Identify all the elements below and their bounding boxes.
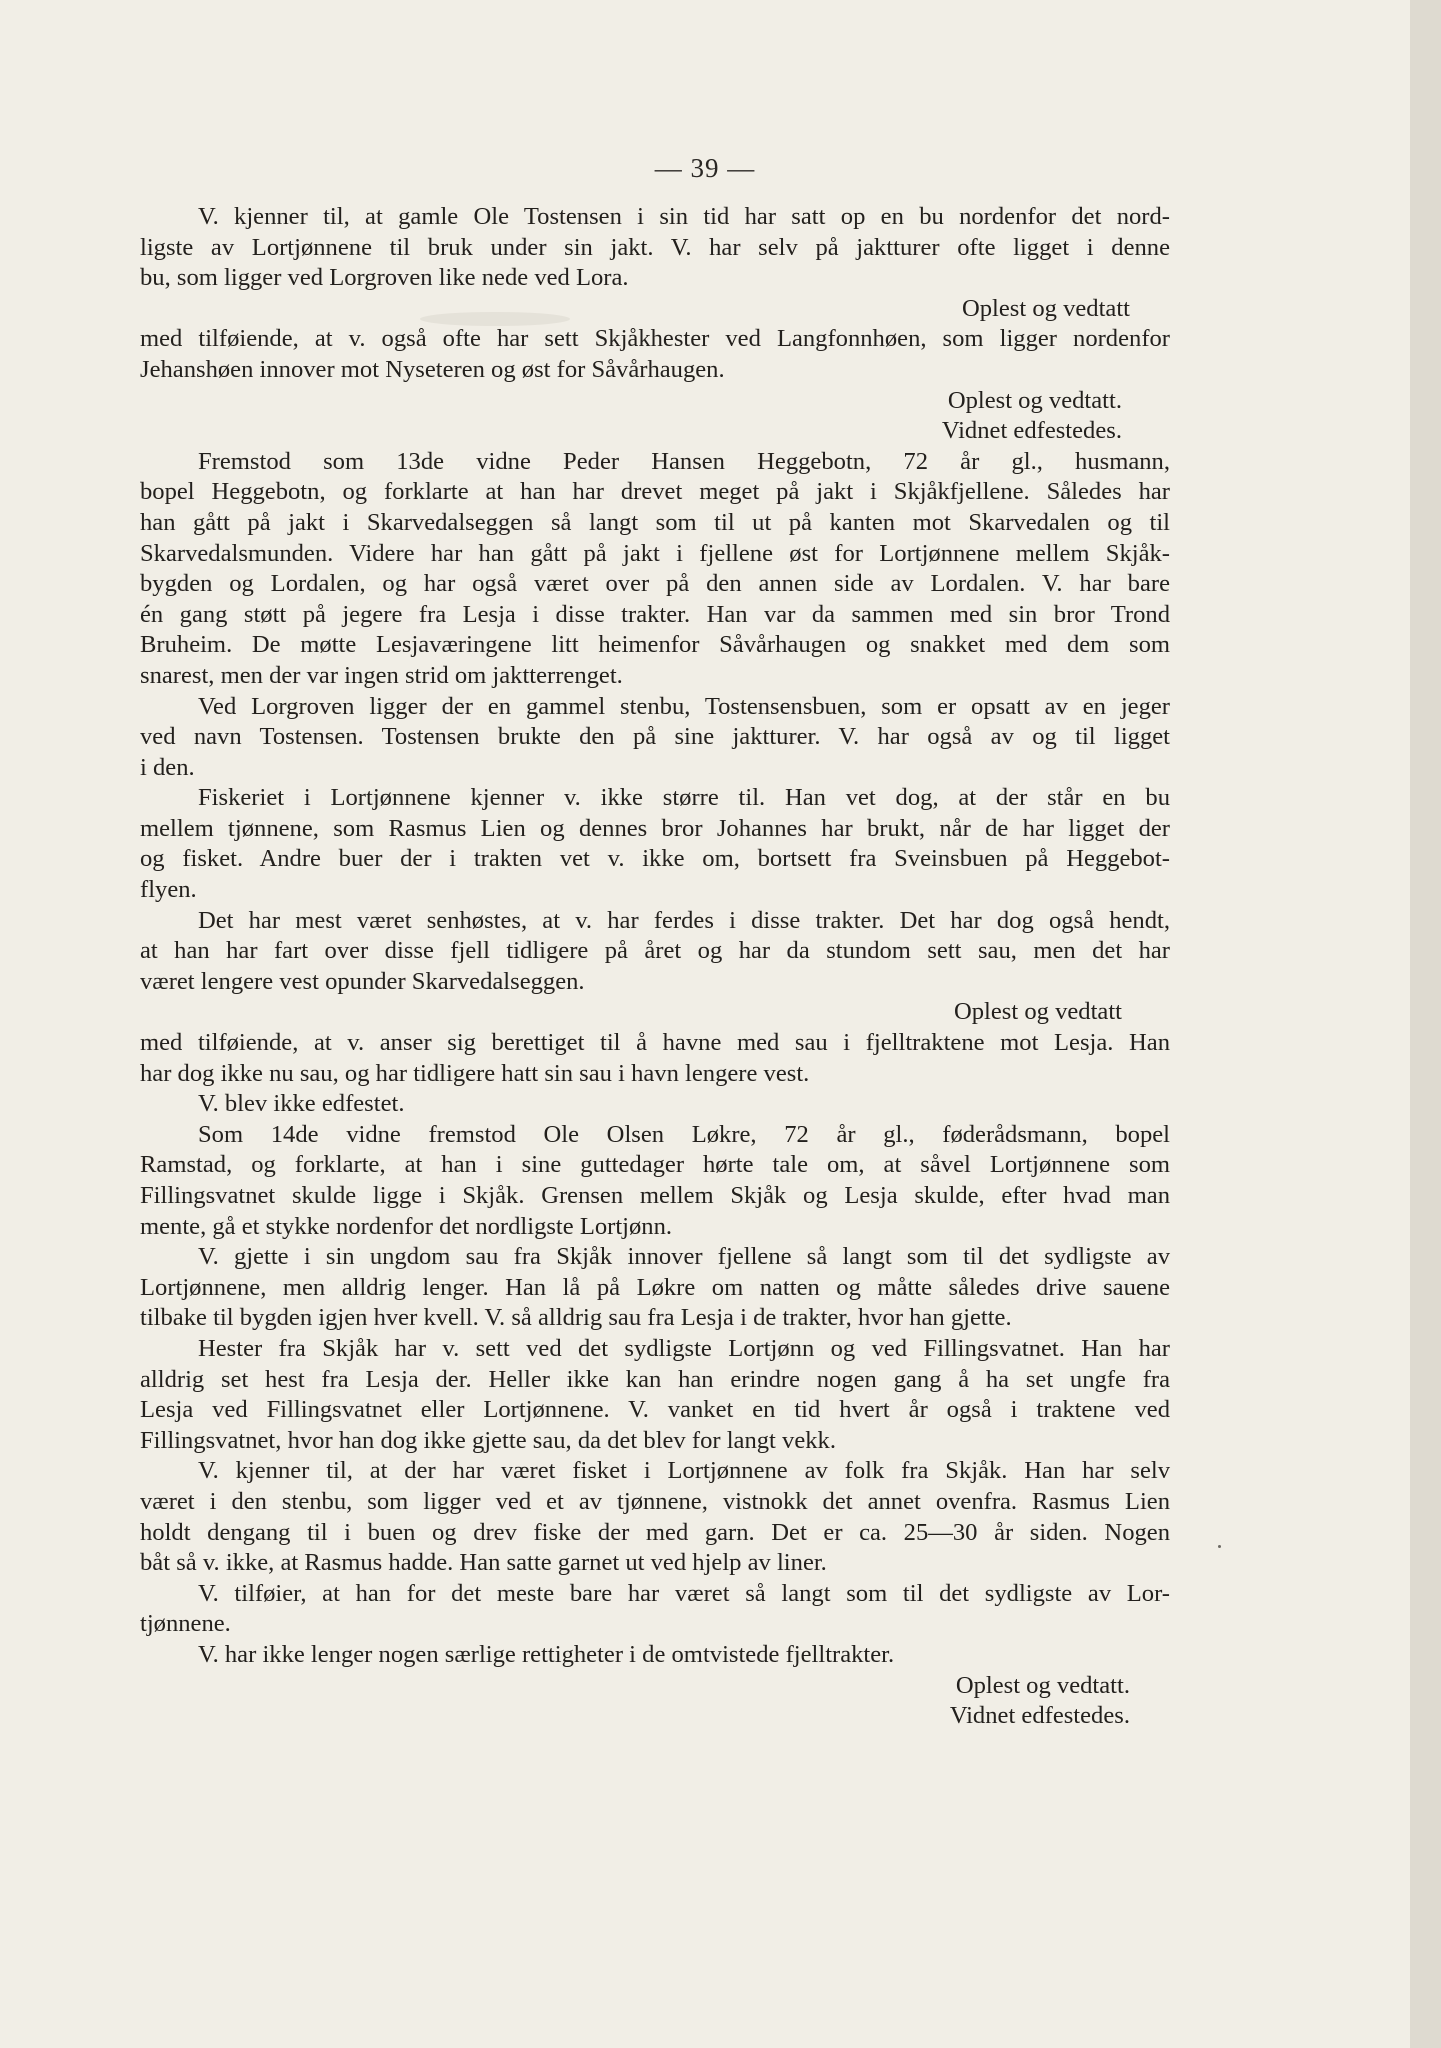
paper-speck <box>1218 1545 1221 1548</box>
text-line: har dog ikke nu sau, og har tidligere hatt sin sau i havn lengere vest. <box>140 1059 810 1087</box>
text-line: båt så v. ikke, at Rasmus hadde. Han satte garnet ut ved hjelp av liner. <box>140 1549 827 1577</box>
document-body <box>140 202 1170 1732</box>
attestation-line: Oplest og vedtatt <box>953 998 1122 1026</box>
text-line: mente, gå et stykke nordenfor det nordligste Lortjønn. <box>140 1212 673 1240</box>
page-number: — 39 — <box>654 153 756 183</box>
text-line: Bruheim. De møtte Lesjaværingene litt heimenfor Såvårhaugen og snakket med dem som <box>140 631 1170 659</box>
text-line: bu, som ligger ved Lorgroven like nede ved Lora. <box>140 264 629 292</box>
text-line: at han har fart over disse fjell tidligere på året og har da stundom sett sau, men det har <box>140 937 1170 965</box>
text-line: holdt dengang til i buen og drev fiske der med garn. Det er ca. 25—30 år siden. Nogen <box>140 1518 1170 1546</box>
attestation-line: Oplest og vedtatt. <box>947 386 1122 414</box>
text-line: Ramstad, og forklarte, at han i sine guttedager hørte tale om, at såvel Lortjønnene som <box>140 1151 1170 1179</box>
text-line: V. har ikke lenger nogen særlige rettigheter i de omtvistede fjelltrakter. <box>198 1640 895 1668</box>
text-line: Jehanshøen innover mot Nyseteren og øst for Såvårhaugen. <box>140 355 725 383</box>
text-line: ved navn Tostensen. Tostensen brukte den på sine jaktturer. V. har også av og til ligget <box>140 723 1170 751</box>
text-line: Fillingsvatnet, hvor han dog ikke gjette sau, da det blev for langt vekk. <box>140 1426 836 1454</box>
text-line: han gått på jakt i Skarvedalseggen så langt som til ut på kanten mot Skarvedalen og til <box>140 508 1170 536</box>
text-line: Hester fra Skjåk har v. sett ved det sydligste Lortjønn og ved Fillingsvatnet. Han har <box>198 1334 1170 1362</box>
text-line: i den. <box>140 753 195 781</box>
text-line: med tilføiende, at v. anser sig berettiget til å havne med sau i fjelltraktene mot Lesja. Han <box>140 1029 1170 1057</box>
text-line: Fillingsvatnet skulde ligge i Skjåk. Grensen mellem Skjåk og Lesja skulde, efter hvad man <box>140 1182 1170 1209</box>
text-line: været i den stenbu, som ligger ved et av tjønnene, vistnokk det annet ovenfra. Rasmus Lien <box>140 1487 1170 1515</box>
text-line: ligste av Lortjønnene til bruk under sin jakt. V. har selv på jaktturer ofte ligget i denne <box>140 233 1170 261</box>
attestation-line: Vidnet edfestedes. <box>941 417 1122 445</box>
text-line: bygden og Lordalen, og har også været over på den annen side av Lordalen. V. har bare <box>140 570 1170 598</box>
text-line: bopel Heggebotn, og forklarte at han har drevet meget på jakt i Skjåkfjellene. Således har <box>140 478 1170 506</box>
text-line: flyen. <box>140 876 197 904</box>
text-line: tjønnene. <box>140 1610 231 1638</box>
text-line: tilbake til bygden igjen hver kvell. V. så alldrig sau fra Lesja i de trakter, hvor han gjette. <box>140 1304 1012 1332</box>
text-line: V. tilføier, at han for det meste bare har været så langt som til det sydligste av Lor- <box>198 1579 1170 1607</box>
text-line: V. kjenner til, at gamle Ole Tostensen i sin tid har satt op en bu nordenfor det nord- <box>198 203 1170 230</box>
text-line: V. blev ikke edfestet. <box>198 1090 405 1118</box>
text-line: Ved Lorgroven ligger der en gammel stenbu, Tostensensbuen, som er opsatt av en jeger <box>198 692 1170 720</box>
text-line: med tilføiende, at v. også ofte har sett Skjåkhester ved Langfonnhøen, som ligger nordenfor <box>140 325 1170 353</box>
scan-margin <box>1410 0 1441 2048</box>
text-line: V. gjette i sin ungdom sau fra Skjåk innover fjellene så langt som til det sydligste av <box>198 1243 1170 1271</box>
text-line: Fremstod som 13de vidne Peder Hansen Heggebotn, 72 år gl., husmann, <box>198 447 1170 475</box>
attestation-line: Vidnet edfestedes. <box>949 1702 1130 1730</box>
text-line: og fisket. Andre buer der i trakten vet v. ikke om, bortsett fra Sveinsbuen på Heggebot- <box>140 845 1170 873</box>
text-line: Skarvedalsmunden. Videre har han gått på jakt i fjellene øst for Lortjønnene mellem Skjåk- <box>140 539 1170 567</box>
text-line: været lengere vest opunder Skarvedalseggen. <box>140 967 585 995</box>
text-line: Det har mest været senhøstes, at v. har ferdes i disse trakter. Det har dog også hendt, <box>198 906 1170 934</box>
attestation-line: Oplest og vedtatt. <box>955 1671 1130 1699</box>
text-line: én gang støtt på jegere fra Lesja i disse trakter. Han var da sammen med sin bror Trond <box>140 600 1170 628</box>
text-line: alldrig set hest fra Lesja der. Heller ikke kan han erindre nogen gang å ha set ungfe fra <box>140 1365 1170 1393</box>
text-line: Fiskeriet i Lortjønnene kjenner v. ikke større til. Han vet dog, at der står en bu <box>198 784 1170 812</box>
text-line: V. kjenner til, at der har været fisket i Lortjønnene av folk fra Skjåk. Han har selv <box>198 1457 1170 1485</box>
text-line: Lesja ved Fillingsvatnet eller Lortjønnene. V. vanket en tid hvert år også i traktene ved <box>140 1396 1170 1424</box>
attestation-line: Oplest og vedtatt <box>961 294 1130 322</box>
text-line: mellem tjønnene, som Rasmus Lien og dennes bror Johannes har brukt, når de har ligget der <box>140 814 1170 842</box>
text-line: Som 14de vidne fremstod Ole Olsen Løkre, 72 år gl., føderådsmann, bopel <box>198 1120 1170 1148</box>
text-line: Lortjønnene, men alldrig lenger. Han lå på Løkre om natten og måtte således drive sauene <box>140 1273 1170 1301</box>
text-line: snarest, men der var ingen strid om jaktterrenget. <box>140 661 623 689</box>
